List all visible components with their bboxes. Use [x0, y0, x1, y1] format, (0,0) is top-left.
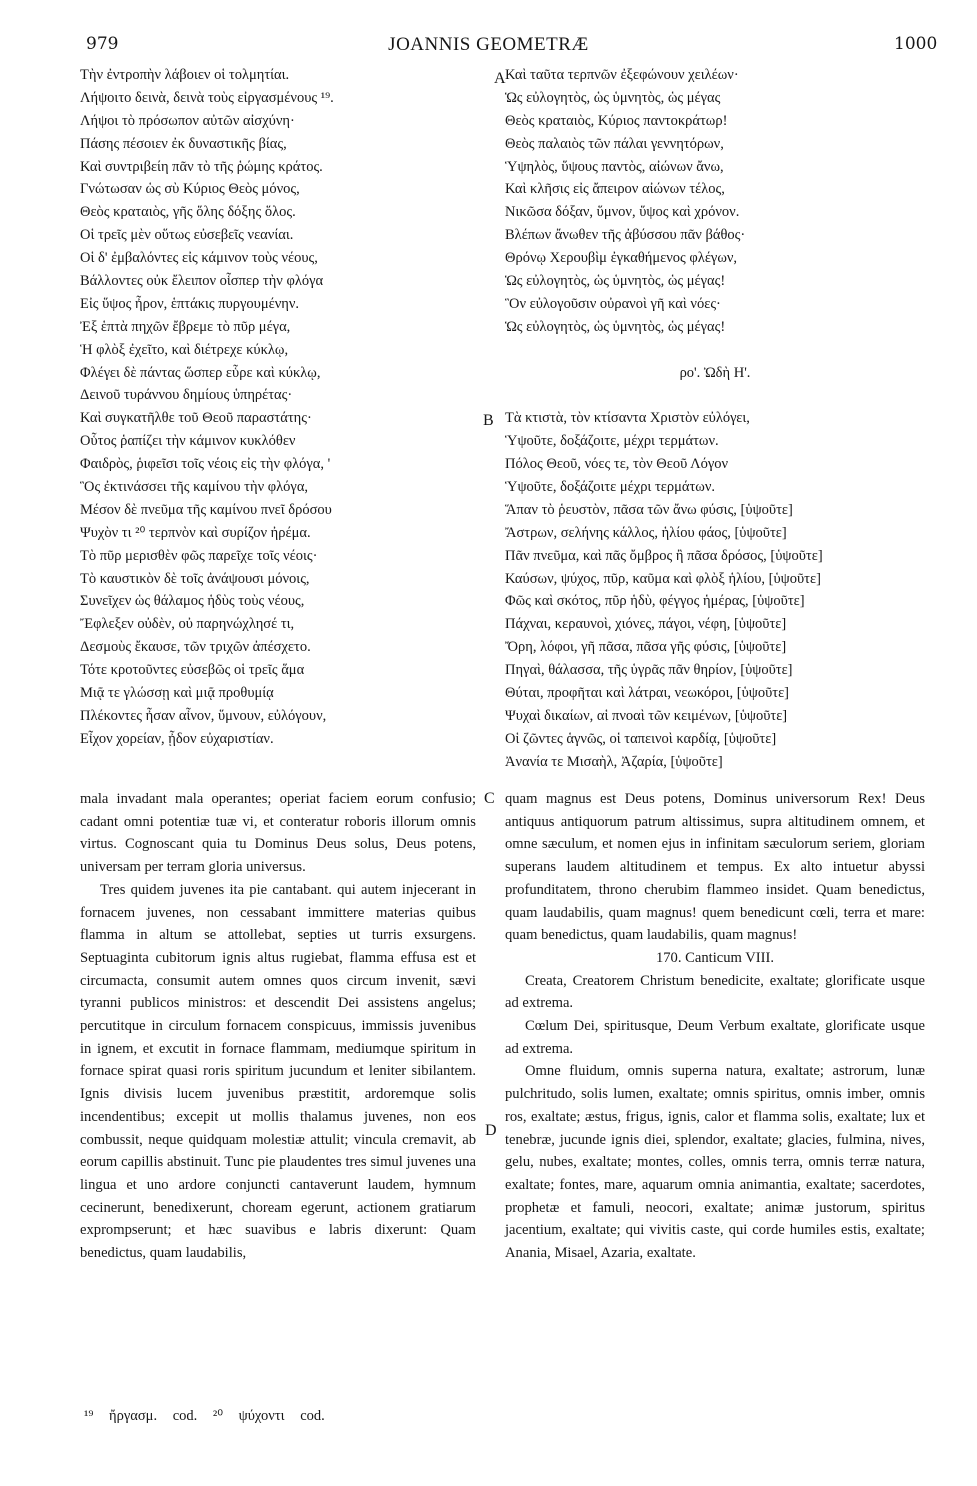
verse-line: Θεὸς κραταιὸς, γῆς ὅλης δόξης ὅλος.	[80, 204, 296, 221]
verse-line: Ἀνανία τε Μισαὴλ, Ἀζαρία, [ὑψοῦτε]	[505, 753, 723, 770]
verse-line: Θρόνῳ Χερουβὶμ ἐγκαθήμενος φλέγων,	[505, 250, 738, 267]
verse-line: Εἰς ὕψος ἦρον, ἑπτάκις πυργουμένην.	[80, 295, 300, 312]
verse-line: Θύται, προφῆται καὶ λάτραι, νεωκόροι, [ὑψοῦτε]	[505, 685, 789, 702]
verse-line: Πηγαὶ, θάλασσα, τῆς ὑγρᾶς πᾶν θηρίον, [ὑψοῦτε]	[505, 662, 793, 679]
verse-line: Τὸ καυστικὸν δὲ τοῖς ἀνάψουσι μόνοις,	[80, 570, 310, 587]
latin-paragraph: Omne fluidum, omnis superna natura, exaltate; astrorum, lunæ pulchritudo, solis lumen, exaltate; omnis spiritus, omnis imber, omnis ros, exaltate; æstus, frigus, ignis, calor et flamma solis, exaltate; lux et tenebræ, jucunde ignis diei, splendor, exaltate; glacies, fulmina, nives, gelu, nubes, exaltate; montes, colles, omnis terra, omnis terræ natura, exaltate; fontes, mare, aquarum omnia animantia, exaltate; sacerdotes, prophetæ et famuli, neocori, exaltate; animæ justorum, spiritus jacentium, exaltate; qui vivitis caste, qui corde humiles estis, exaltate; Anania, Misael, Azaria, exaltate.	[505, 1063, 925, 1262]
verse-line: Βλέπων ἄνωθεν τῆς ἀβύσσου πᾶν βάθος·	[505, 227, 746, 244]
margin-marker-b: B	[483, 412, 494, 429]
verse-line: Πᾶν πνεῦμα, καὶ πᾶς ὄμβρος ἢ πᾶσα δρόσος, [ὑψοῦτε]	[505, 547, 823, 564]
verse-line: Καὶ κλῆσις εἰς ἄπειρον αἰώνων τέλος,	[505, 181, 725, 198]
verse-line: Φῶς καὶ σκότος, πῦρ ἡδὺ, φέγγος ἡμέρας, [ὑψοῦτε]	[505, 593, 805, 610]
margin-marker-d: D	[485, 1122, 497, 1139]
latin-translation-right-column	[505, 788, 925, 1265]
margin-marker-a: A	[494, 70, 506, 87]
verse-line: Ἔφλεξεν οὐδὲν, οὐ παρηνώχλησέ τι,	[80, 616, 295, 633]
footnotes: ¹⁹ ἤργασμ. cod. ²⁰ ψύχοντι cod.	[84, 1408, 325, 1424]
verse-line: Γνώτωσαν ὡς σὺ Κύριος Θεὸς μόνος,	[80, 181, 300, 198]
verse-line: Θεὸς παλαιὸς τῶν πάλαι γεννητόρων,	[505, 135, 724, 152]
verse-line: Ὑψοῦτε, δοξάζοιτε μέχρι τερμάτων.	[505, 479, 716, 496]
verse-line: Τὸ πῦρ μερισθὲν φῶς παρεῖχε τοῖς νέοις·	[80, 547, 318, 564]
greek-verse-right-column	[505, 64, 925, 774]
verse-line: Εἶχον χορείαν, ᾖδον εὐχαριστίαν.	[80, 730, 274, 747]
verse-line: Ἐξ ἑπτὰ πηχῶν ἔβρεμε τὸ πῦρ μέγα,	[80, 318, 291, 335]
verse-line: Καὶ ταῦτα τερπνῶν ἐξεφώνουν χειλέων·	[505, 67, 739, 83]
verse-line: Τότε κροτοῦντες εὐσεβῶς οἱ τρεῖς ἅμα	[80, 662, 305, 679]
verse-line: Τὴν ἐντροπὴν λάβοιεν οἱ τολμητίαι.	[80, 67, 290, 83]
verse-line: Καὶ συγκατῆλθε τοῦ Θεοῦ παραστάτης·	[80, 410, 312, 427]
verse-line: Ὡς εὐλογητὸς, ὡς ὑμνητὸς, ὡς μέγας!	[505, 273, 726, 290]
verse-line: Ὃν εὐλογοῦσιν οὐρανοὶ γῆ καὶ νόες·	[505, 295, 721, 312]
verse-line: Οἱ δ' ἐμβαλόντες εἰς κάμινον τοὺς νέους,	[80, 250, 318, 267]
verse-line: Μιᾷ τε γλώσσῃ καὶ μιᾷ προθυμίᾳ	[80, 685, 274, 702]
verse-line: Ἡ φλὸξ ἐχεῖτο, καὶ διέτρεχε κύκλῳ,	[80, 341, 289, 358]
latin-paragraph: quam magnus est Deus potens, Dominus universorum Rex! Deus antiquus antiquorum patrum altissimus, supra altitudinem omnem, et omne sæculum, et nomen ejus in infinitam sæculorum seriem, gloriam superans laudem altitudinem et tempus. Ex alto intuetur abyssi profunditatem, throno cherubim flammeo insidet. Quam benedictus, quam laudabilis, quam magnus! quem benedicunt cœli, terra et mare: quam benedictus, quam laudabilis, quam magnus!	[505, 791, 925, 944]
canticum-title: 170. Canticum VIII.	[655, 949, 775, 966]
verse-line: Ὄρη, λόφοι, γῆ πᾶσα, πᾶσα γῆς φύσις, [ὑψοῦτε]	[505, 639, 787, 656]
verse-line: Ὡς εὐλογητὸς, ὡς ὑμνητὸς, ὡς μέγας	[505, 89, 721, 106]
margin-marker-c: C	[484, 790, 495, 807]
verse-line: Οἱ ζῶντες ἁγνῶς, οἱ ταπεινοὶ καρδίᾳ, [ὑψοῦτε]	[505, 730, 777, 747]
verse-line: Ἅπαν τὸ ῥευστὸν, πᾶσα τῶν ἄνω φύσις, [ὑψοῦτε]	[505, 501, 793, 518]
verse-line: Ὃς ἐκτινάσσει τῆς καμίνου τὴν φλόγα,	[80, 479, 309, 496]
latin-translation-left-column	[80, 788, 476, 1265]
verse-line: Πάχναι, κεραυνοὶ, χιόνες, πάγοι, νέφη, [ὑψοῦτε]	[505, 616, 787, 633]
verse-line: Φαιδρὸς, ῥιφεῖσι τοῖς νέοις εἰς τὴν φλόγα, '	[80, 456, 331, 473]
verse-line: Ἄστρων, σελήνης κάλλος, ἡλίου φάος, [ὑψοῦτε]	[505, 524, 787, 541]
verse-line: Καύσων, ψύχος, πῦρ, καῦμα καὶ φλὸξ ἡλίου, [ὑψοῦτε]	[505, 570, 821, 587]
verse-line: Πάσης πέσοιεν ἐκ δυναστικῆς βίας,	[80, 135, 287, 152]
verse-line: Θεὸς κραταιὸς, Κύριος παντοκράτωρ!	[505, 112, 728, 129]
verse-line: Μέσον δὲ πνεῦμα τῆς καμίνου πνεῖ δρόσου	[80, 501, 332, 518]
verse-line: Συνεῖχεν ὡς θάλαμος ἡδὺς τοὺς νέους,	[80, 593, 305, 610]
page-number-left: 979	[86, 34, 119, 54]
verse-line: Βάλλοντες οὐκ ἔλειπον οἷσπερ τὴν φλόγα	[80, 273, 324, 290]
verse-line: Νικῶσα δόξαν, ὕμνον, ὕψος καὶ χρόνον.	[505, 204, 740, 221]
running-title: JOANNIS GEOMETRÆ	[388, 34, 589, 55]
latin-paragraph: Tres quidem juvenes ita pie cantabant. qui autem injecerant in fornacem juvenes, non cessabant immittere materias quibus flamma in altum se attollebat, septies ut turris exsurgens. Septuaginta cubitorum ignis altus rugiebat, flamma effusa est et circumacta, consumit autem omnes quos circum invenit, sævi tyranni publicos ministros: et descendit Dei assistens angelus; percutitque in circulum fornacem conspicuus, immissis juvenibus in ignem, et excutit in fornace flammam, mediumque spiritum in fornace spirat quasi roris spiritum jucundum et leniter sibilantem. Ignis divisis lucem juvenibus præstitit, ardoremque solis incendentibus; excepit ut mollis thalamus juvenes, non eos combussit, neque quidquam molestiæ attulit; vincula cremavit, ab eorum capillis abstinuit. Tunc pie plaudentes tres simul juvenes una lingua et uno ardore conjuncti cantaverunt laudem, hymnum cecinerunt, benedixerunt, choream egerunt, actionem gratiarum exprompserunt; et hæc suavibus e labris dixerunt: Quam benedictus, quam laudabilis,	[80, 881, 476, 1262]
greek-verse-left-column	[80, 64, 480, 751]
verse-line: Ὑψηλὸς, ὕψους παντὸς, αἰώνων ἄνω,	[505, 158, 724, 175]
verse-line: Δεσμοὺς ἔκαυσε, τῶν τριχῶν ἀπέσχετο.	[80, 639, 311, 656]
verse-line: Τὰ κτιστὰ, τὸν κτίσαντα Χριστὸν εὐλόγει,	[505, 410, 750, 427]
latin-paragraph: Creata, Creatorem Christum benedicite, exaltate; glorificate usque ad extrema.	[505, 972, 925, 1012]
latin-paragraph: mala invadant mala operantes; operiat faciem eorum confusio; cadant omni potentiæ tuæ vi, et conteratur roboris illorum omnis virtus. Cognoscant quia tu Dominus Deus solus, Deus potens, universam per terram gloria universus.	[80, 791, 476, 876]
verse-line: Οἱ τρεῖς μὲν οὕτως εὐσεβεῖς νεανίαι.	[80, 227, 294, 244]
verse-line: Πόλος Θεοῦ, νόες τε, τὸν Θεοῦ Λόγον	[505, 456, 729, 473]
verse-line: Λήψοι τὸ πρόσωπον αὐτῶν αἰσχύνη·	[80, 112, 295, 129]
verse-line: Ψυχαὶ δικαίων, αἱ πνοαὶ τῶν κειμένων, [ὑψοῦτε]	[505, 707, 788, 724]
verse-line: Δεινοῦ τυράννου δημίους ὑπηρέτας·	[80, 387, 293, 404]
verse-line: Φλέγει δὲ πάντας ὥσπερ εὗρε καὶ κύκλῳ,	[80, 364, 321, 381]
verse-line: Οὗτος ῥαπίζει τὴν κάμινον κυκλόθεν	[80, 433, 296, 450]
ode-title: ρο'. Ὠδὴ Η'.	[679, 364, 751, 381]
verse-line: Πλέκοντες ἦσαν αἶνον, ὕμνουν, εὐλόγουν,	[80, 707, 327, 724]
verse-line: Ὑψοῦτε, δοξάζοιτε, μέχρι τερμάτων.	[505, 433, 719, 450]
latin-paragraph: Cœlum Dei, spiritusque, Deum Verbum exaltate, glorificate usque ad extrema.	[505, 1018, 925, 1057]
verse-line: Λήψοιτο δεινὰ, δεινὰ τοὺς εἰργασμένους ¹⁹.	[80, 89, 334, 106]
verse-line: Καὶ συντριβείη πᾶν τὸ τῆς ῥώμης κράτος.	[80, 158, 323, 175]
verse-line: Ὡς εὐλογητὸς, ὡς ὑμνητὸς, ὡς μέγας!	[505, 318, 726, 335]
page-number-right: 1000	[894, 34, 938, 54]
verse-line: Ψυχὸν τι ²⁰ τερπνὸν καὶ συρίζον ἠρέμα.	[80, 524, 311, 541]
